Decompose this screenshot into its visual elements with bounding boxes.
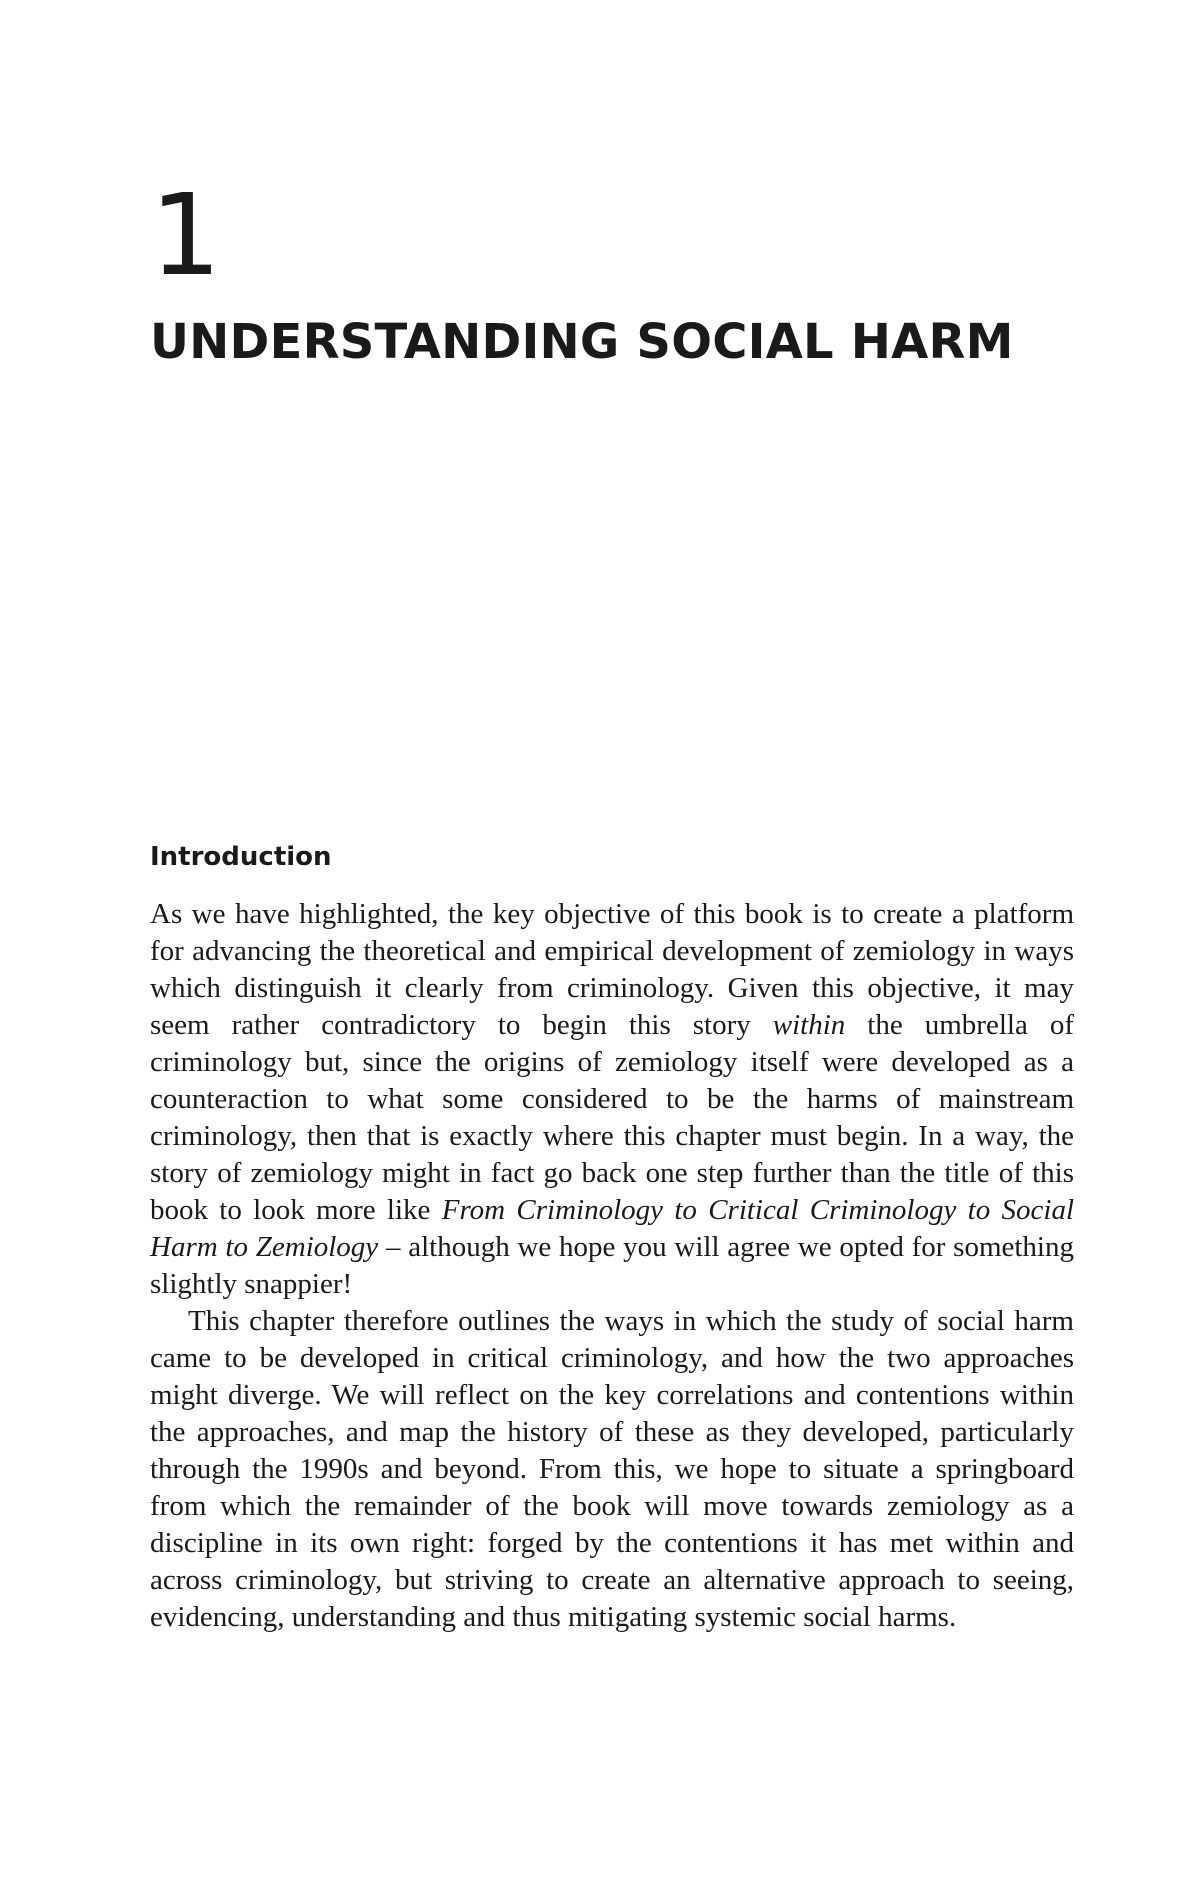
paragraph-1-text-c: – although we hope you will agree we opted for something slightly snappier! <box>150 1231 1074 1300</box>
section-heading: Introduction <box>150 842 332 872</box>
chapter-title: UNDERSTANDING SOCIAL HARM <box>150 314 1014 370</box>
paragraph-1-text-b: the umbrella of criminology but, since the origins of zemiology itself were developed as a counteraction to what some considered to be the harms of mainstream criminology, then that is exactly where this chapter must begin. In a way, the story of zemiology might in fact go back one step further than the title of this book to look more like <box>150 1009 1074 1226</box>
body-text <box>150 896 1074 1636</box>
paragraph-1-emphasis-title: From Criminology to Critical Criminology to Social Harm to Zemiology <box>150 1194 1074 1263</box>
chapter-number: 1 <box>150 171 222 301</box>
paragraph-1-emphasis-within: within <box>772 1009 846 1041</box>
paragraph-2: This chapter therefore outlines the ways in which the study of social harm came to be developed in critical criminology, and how the two approaches might diverge. We will reflect on the key correlations and contentions within the approaches, and map the history of these as they developed, particularly through the 1990s and beyond. From this, we hope to situate a springboard from which the remainder of the book will move towards zemiology as a discipline in its own right: forged by the contentions it has met within and across criminology, but striving to create an alternative approach to seeing, evidencing, understanding and thus mitigating systemic social harms. <box>150 1305 1074 1633</box>
paragraph-1-text-a: As we have highlighted, the key objective of this book is to create a platform for advancing the theoretical and empirical development of zemiology in ways which distinguish it clearly from criminology. Given this objective, it may seem rather contradictory to begin this story <box>150 898 1074 1041</box>
paragraph-1 <box>150 896 1074 1303</box>
